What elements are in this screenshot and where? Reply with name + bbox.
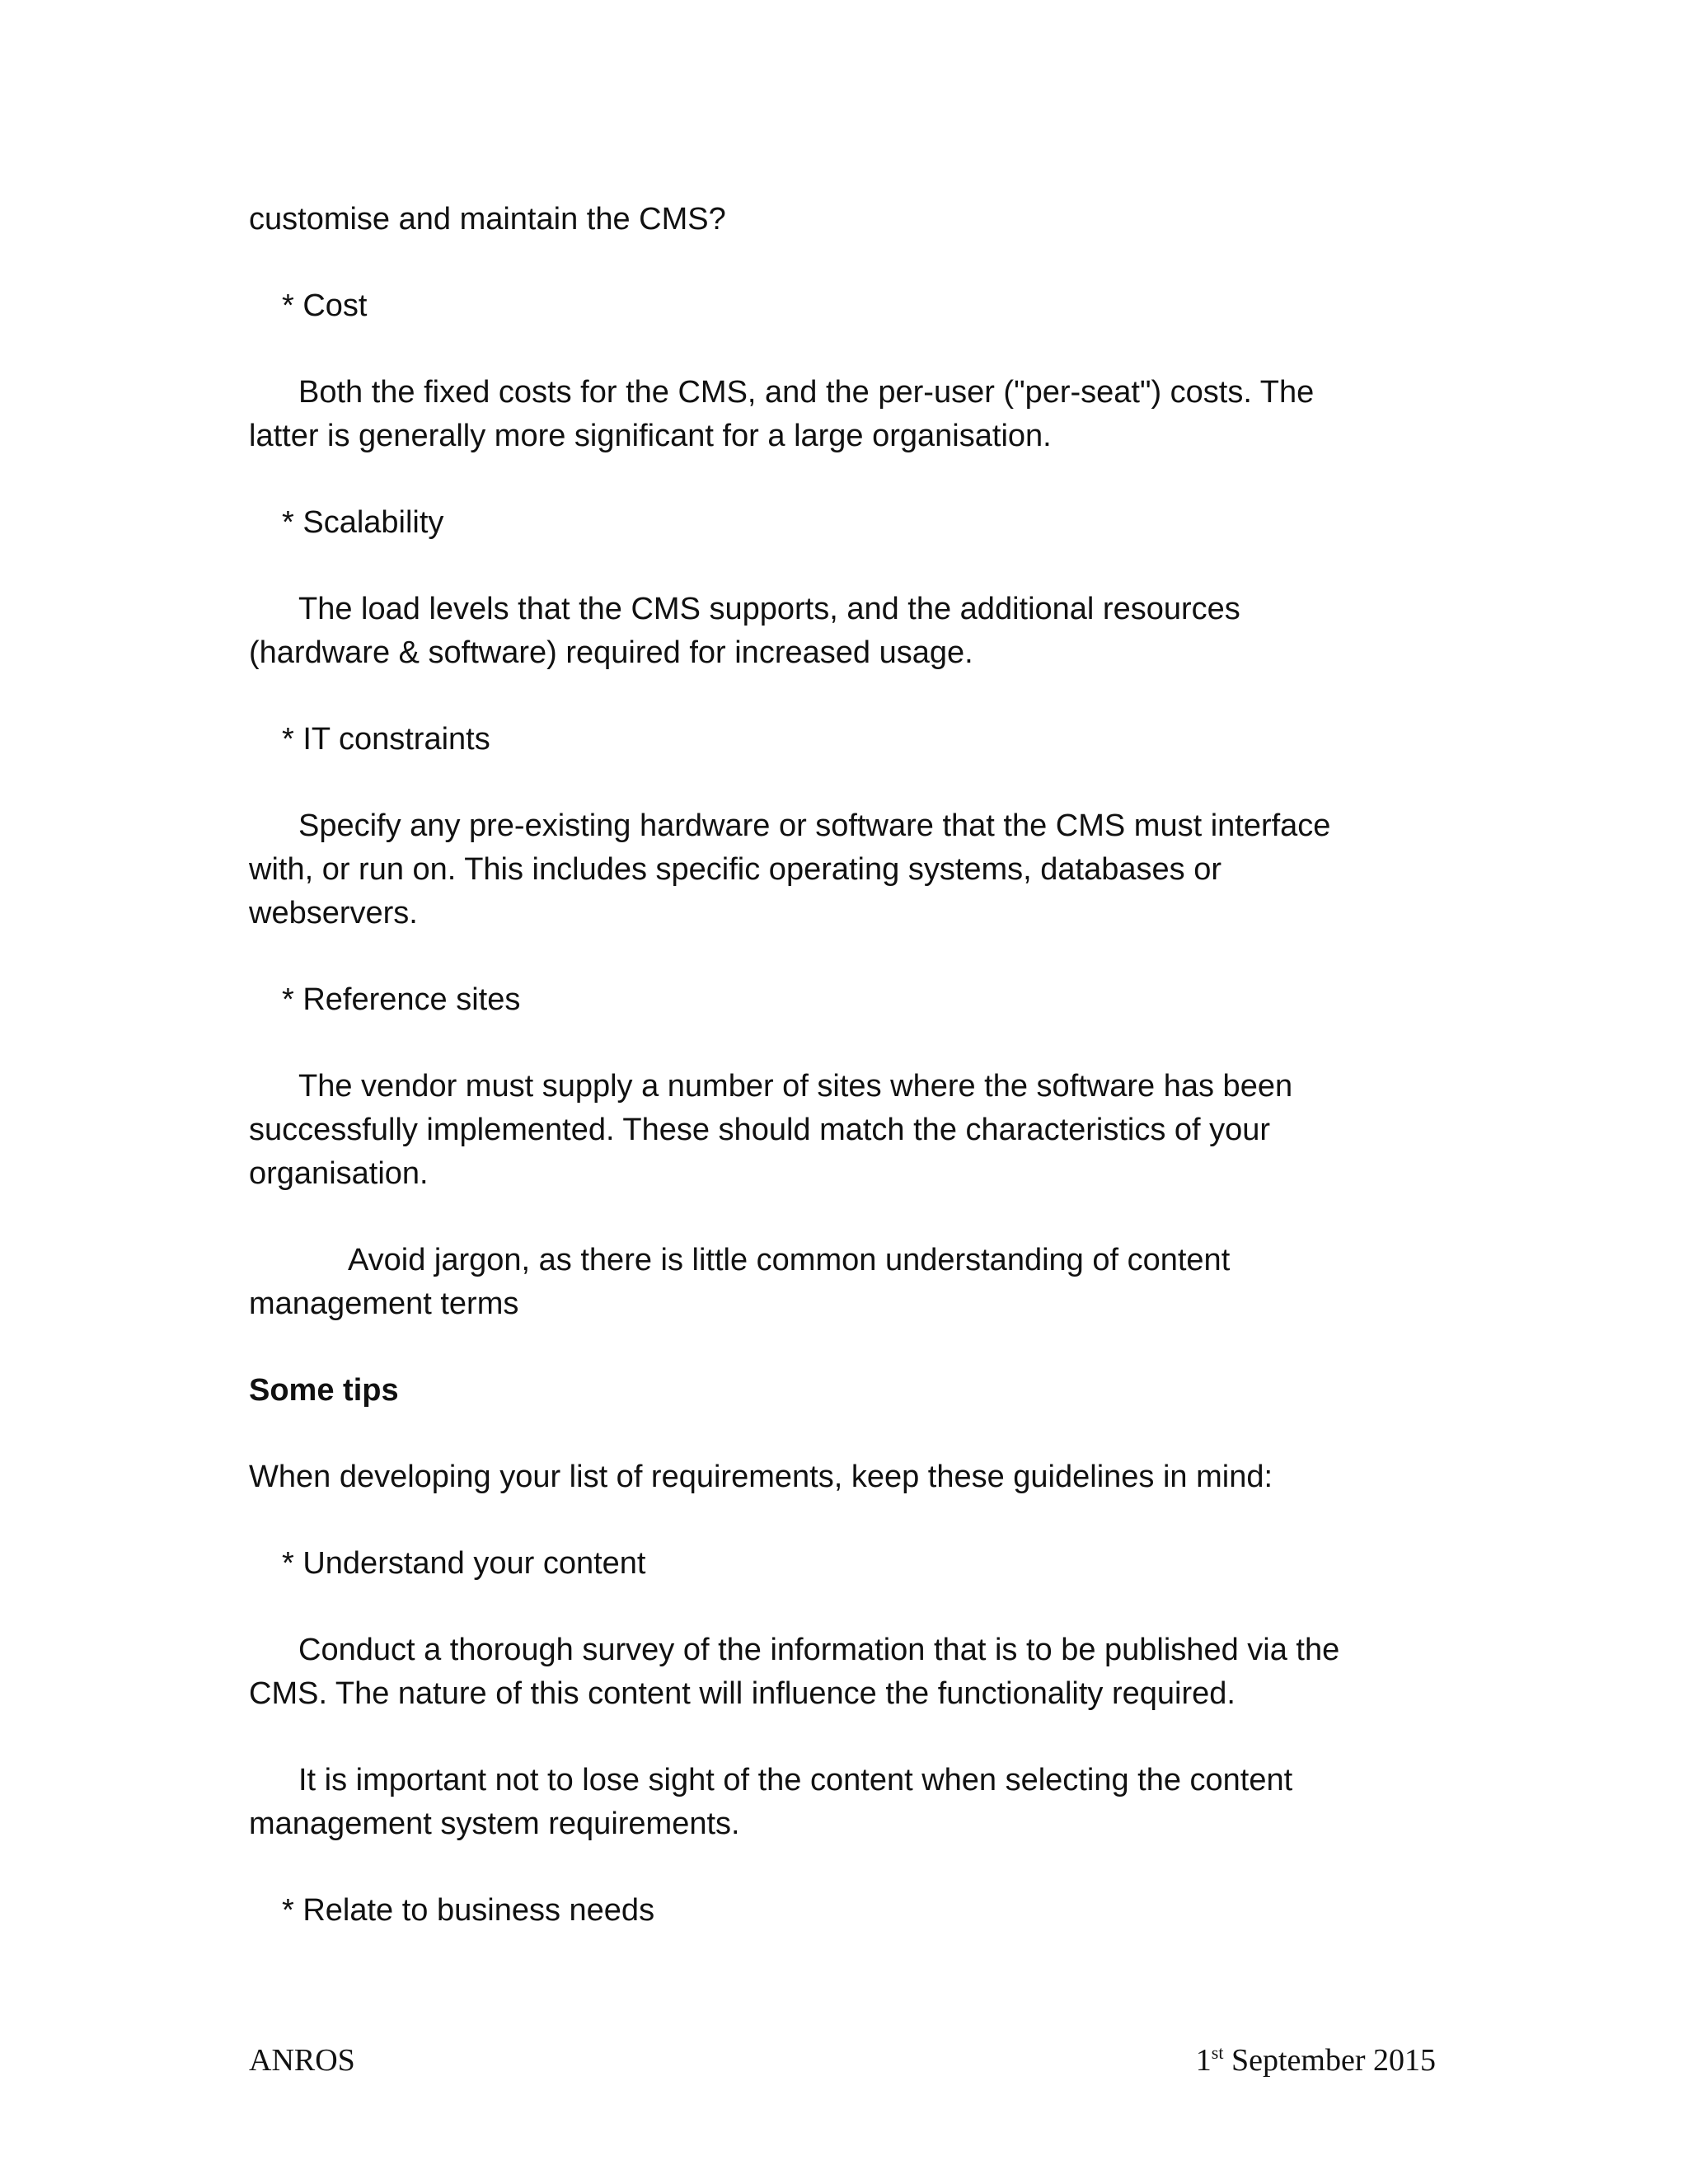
- bullet-item-reference-sites: * Reference sites: [282, 982, 521, 1017]
- footer-date: [1196, 2040, 1436, 2081]
- bullet-item-scalability: * Scalability: [282, 505, 444, 540]
- body-text-line: (hardware & software) required for increased usage.: [249, 635, 973, 670]
- body-text-line: Avoid jargon, as there is little common understanding of content: [348, 1243, 1231, 1277]
- body-text-line: It is important not to lose sight of the content when selecting the content: [298, 1763, 1293, 1797]
- footer-date-suffix: st: [1211, 2042, 1224, 2063]
- bullet-item-business-needs: * Relate to business needs: [282, 1893, 655, 1928]
- body-text-line: Both the fixed costs for the CMS, and the per-user ("per-seat") costs. The: [298, 375, 1315, 410]
- bullet-item-it-constraints: * IT constraints: [282, 722, 490, 757]
- body-text-line: latter is generally more significant for a large organisation.: [249, 419, 1052, 453]
- body-text-line: customise and maintain the CMS?: [249, 202, 726, 237]
- body-text-line: Specify any pre-existing hardware or software that the CMS must interface: [298, 808, 1331, 843]
- bullet-item-cost: * Cost: [282, 288, 368, 323]
- bullet-item-understand-content: * Understand your content: [282, 1546, 646, 1581]
- footer-author: ANROS: [249, 2043, 355, 2078]
- body-text-line: organisation.: [249, 1156, 429, 1191]
- footer-date-rest: September 2015: [1223, 2043, 1436, 2078]
- body-text-line: Conduct a thorough survey of the information that is to be published via the: [298, 1633, 1340, 1667]
- body-text-line: When developing your list of requirements, keep these guidelines in mind:: [249, 1460, 1273, 1494]
- body-text-line: management terms: [249, 1286, 519, 1321]
- body-text-line: The load levels that the CMS supports, and the additional resources: [298, 592, 1240, 626]
- body-text-line: webservers.: [249, 896, 418, 930]
- body-text-line: with, or run on. This includes specific operating systems, databases or: [249, 852, 1221, 887]
- body-text-line: The vendor must supply a number of sites where the software has been: [298, 1069, 1293, 1104]
- footer-date-day: 1: [1195, 2043, 1212, 2078]
- section-heading: Some tips: [249, 1373, 399, 1408]
- body-text-line: successfully implemented. These should match the characteristics of your: [249, 1113, 1271, 1147]
- body-text-line: CMS. The nature of this content will influence the functionality required.: [249, 1676, 1236, 1711]
- body-text-line: management system requirements.: [249, 1807, 740, 1841]
